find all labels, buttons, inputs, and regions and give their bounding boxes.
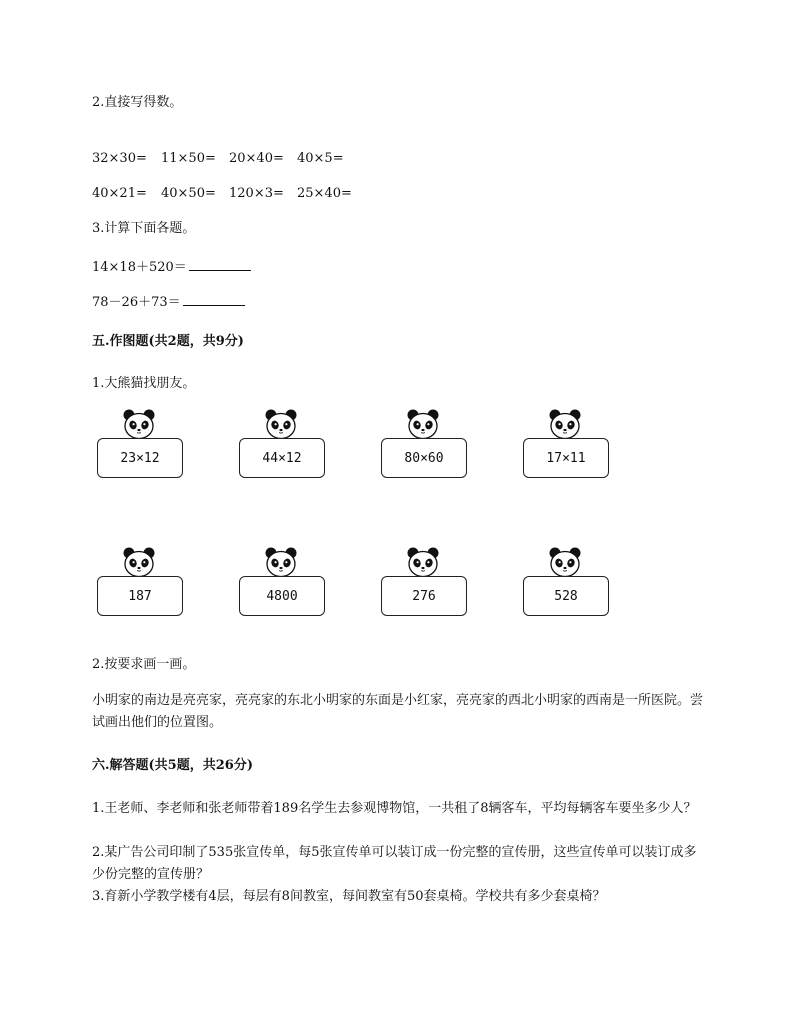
card-value: 4800 — [239, 576, 325, 616]
card-value: 276 — [381, 576, 467, 616]
q2-title: 2.直接写得数。 — [92, 95, 183, 110]
panda-icon — [122, 408, 156, 440]
panda-card[interactable] — [97, 414, 183, 466]
card-value: 528 — [523, 576, 609, 616]
panda-icon — [122, 546, 156, 578]
card-value: 80×60 — [381, 438, 467, 478]
panda-icon — [406, 546, 440, 578]
expression-text: 78－26＋73＝ — [92, 295, 181, 310]
answer-blank[interactable] — [183, 292, 245, 306]
s5-q2-title: 2.按要求画一画。 — [92, 657, 196, 672]
card-value: 187 — [97, 576, 183, 616]
panda-icon — [264, 546, 298, 578]
card-value: 23×12 — [97, 438, 183, 478]
panda-card[interactable] — [523, 414, 609, 466]
oral-calc-item: 25×40= — [297, 186, 352, 201]
panda-card[interactable] — [97, 552, 183, 604]
panda-icon — [548, 408, 582, 440]
oral-calc-item: 32×30= — [92, 151, 147, 166]
oral-calc-item: 40×50= — [161, 186, 216, 201]
panda-card[interactable] — [381, 414, 467, 466]
panda-card[interactable] — [239, 414, 325, 466]
oral-calc-item: 40×21= — [92, 186, 147, 201]
panda-card[interactable] — [381, 552, 467, 604]
expression-text: 14×18＋520＝ — [92, 260, 187, 275]
calc-expression-2 — [92, 292, 245, 312]
oral-calc-item: 120×3= — [229, 186, 284, 201]
section-5-heading: 五.作图题(共2题，共9分) — [92, 334, 244, 349]
q3-title: 3.计算下面各题。 — [92, 221, 196, 236]
calc-expression-1 — [92, 257, 251, 277]
panda-card[interactable] — [239, 552, 325, 604]
answer-blank[interactable] — [189, 257, 251, 271]
panda-icon — [406, 408, 440, 440]
s5-q1-title: 1.大熊猫找朋友。 — [92, 376, 196, 391]
oral-calc-item: 40×5= — [297, 151, 344, 166]
panda-icon — [548, 546, 582, 578]
s6-q2: 2.某广告公司印制了535张宣传单，每5张宣传单可以装订成一份完整的宣传册，这些宣传单可以装订成多少份完整的宣传册？ — [92, 845, 697, 882]
oral-calc-item: 11×50= — [161, 151, 216, 166]
card-value: 44×12 — [239, 438, 325, 478]
card-value: 17×11 — [523, 438, 609, 478]
s5-q2-text: 小明家的南边是亮亮家，亮亮家的东北小明家的东面是小红家，亮亮家的西北小明家的西南是一所医院。尝试画出他们的位置图。 — [92, 693, 704, 730]
oral-calc-item: 20×40= — [229, 151, 284, 166]
section-6-heading: 六.解答题(共5题，共26分) — [92, 758, 253, 773]
s6-q3: 3.育新小学教学楼有4层，每层有8间教室，每间教室有50套桌椅。学校共有多少套桌椅？ — [92, 889, 606, 904]
s6-q1: 1.王老师、李老师和张老师带着189名学生去参观博物馆，一共租了8辆客车，平均每辆客车要坐多少人？ — [92, 801, 697, 816]
panda-card[interactable] — [523, 552, 609, 604]
panda-icon — [264, 408, 298, 440]
